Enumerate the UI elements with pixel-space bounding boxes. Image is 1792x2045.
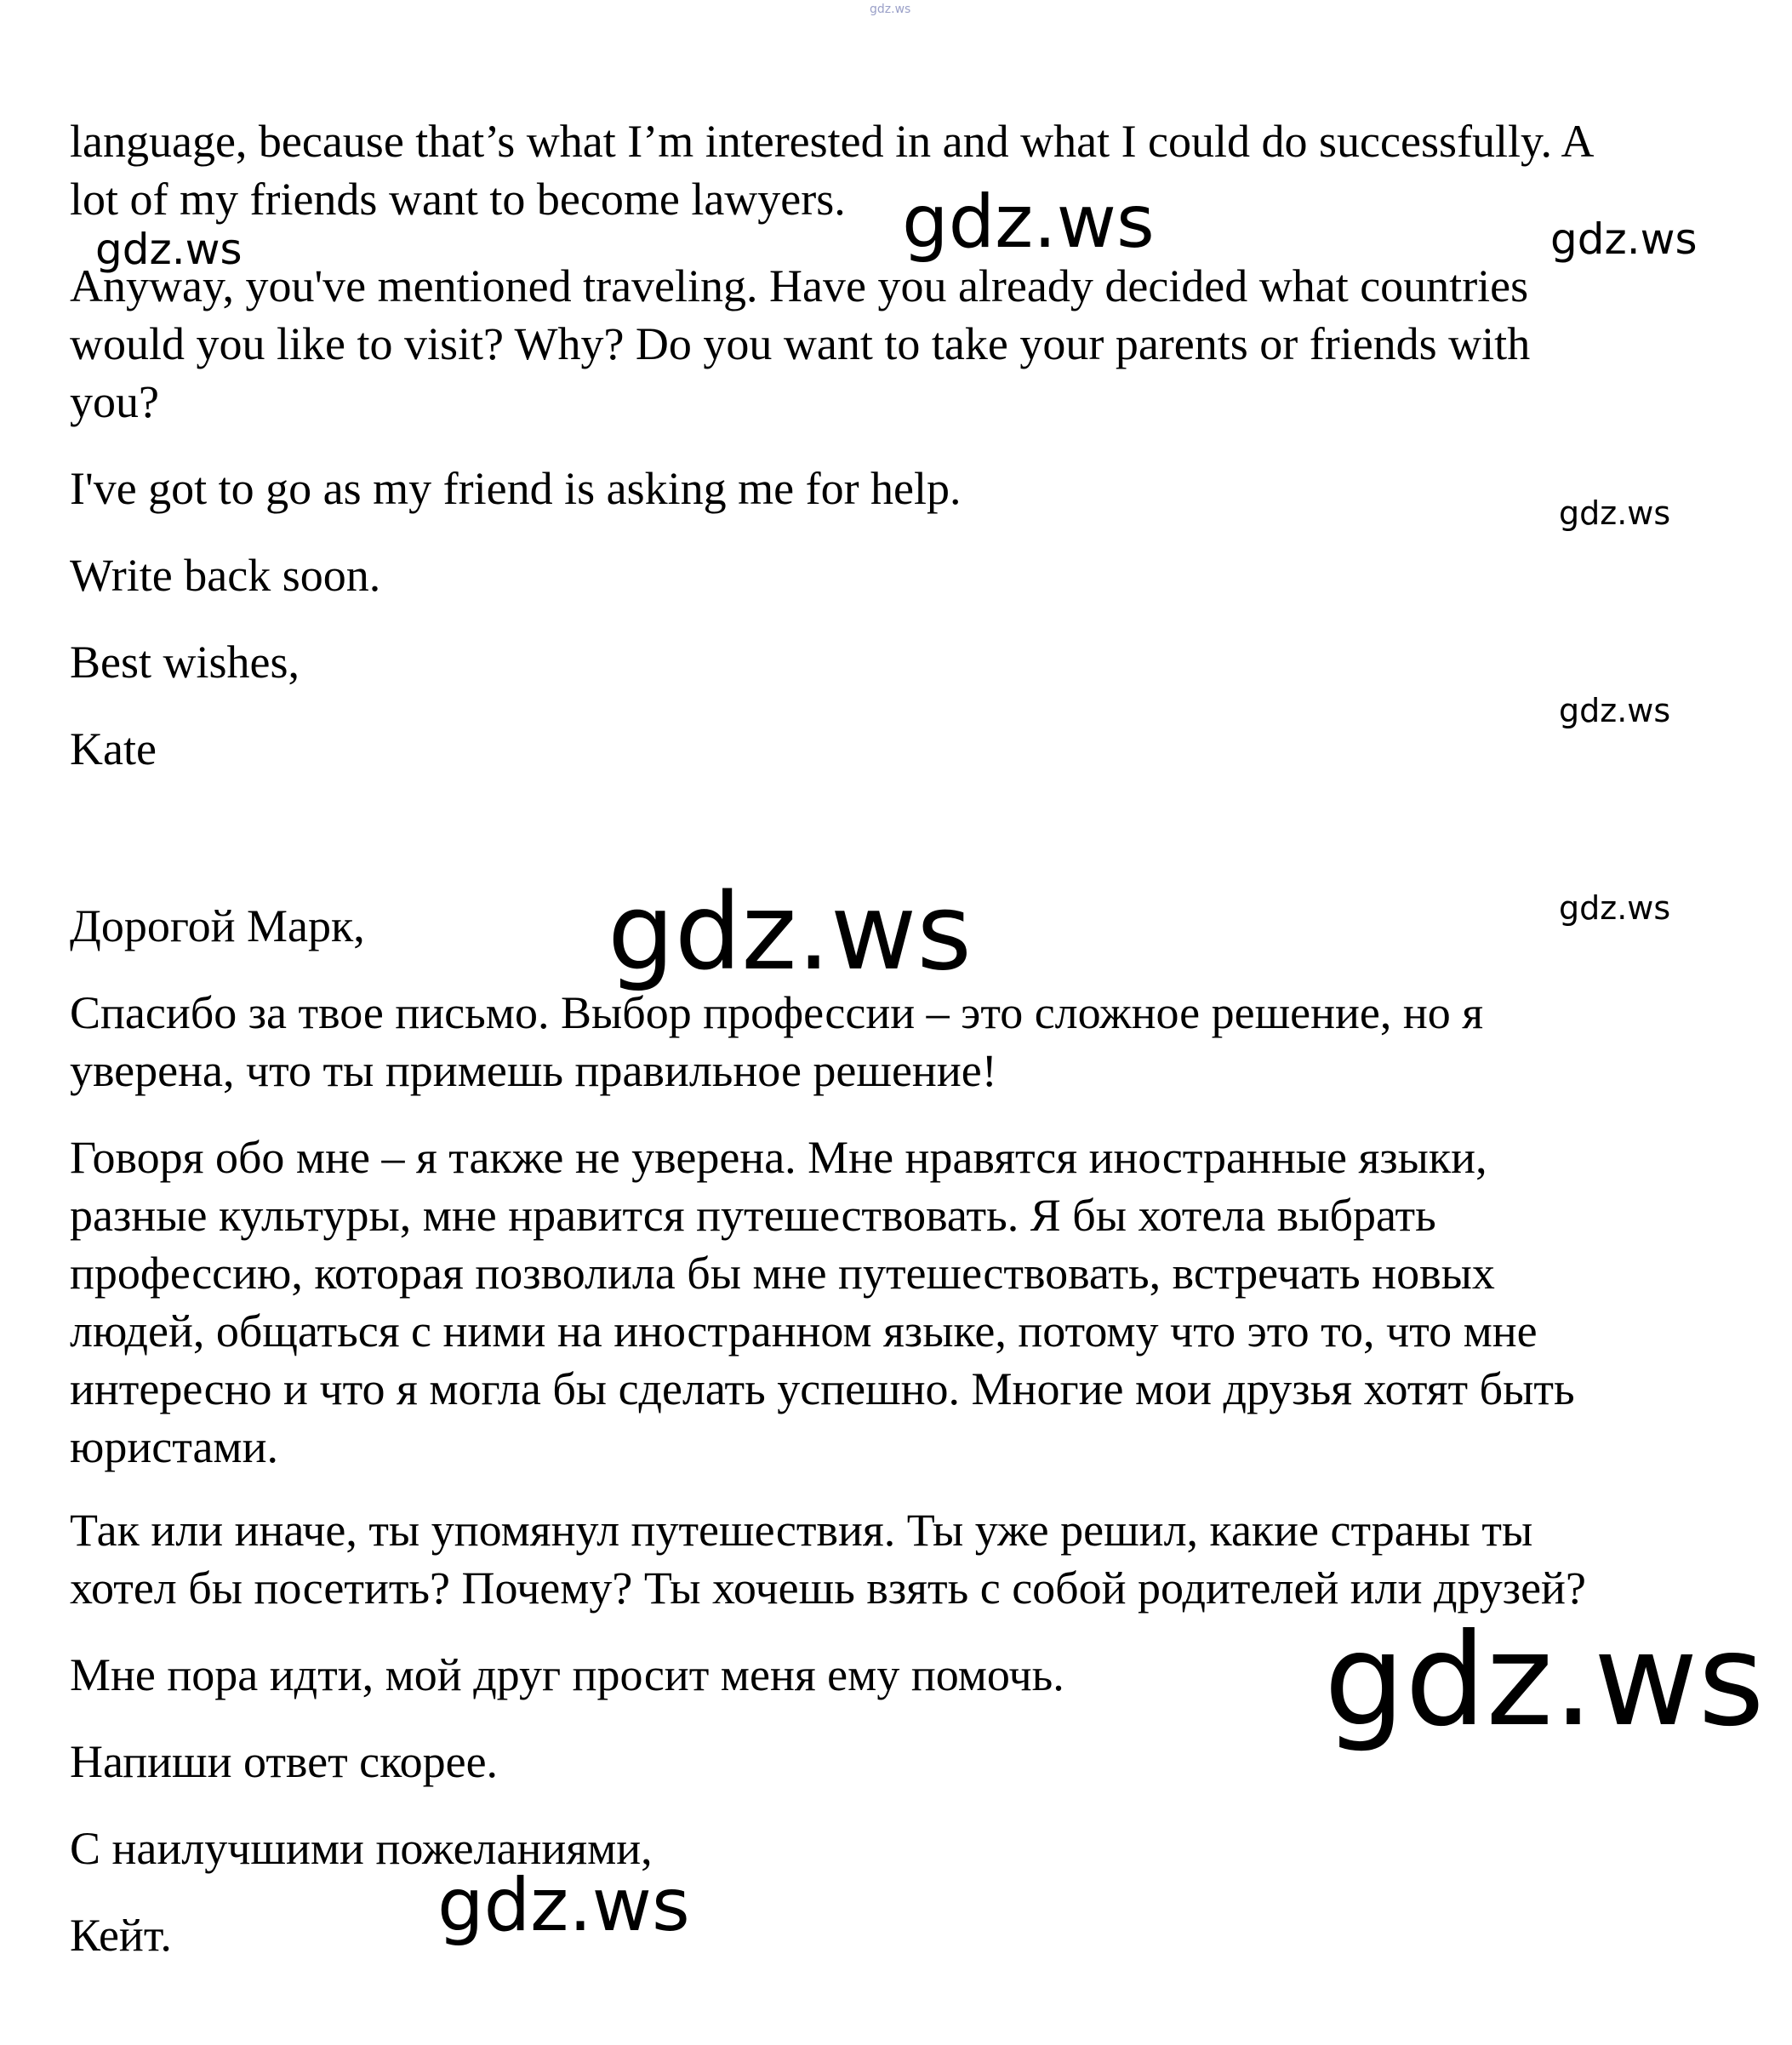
russian-signature: Кейт. [70,1910,172,1961]
watermark-middle-large: gdz.ws [608,871,972,994]
watermark-top-right: gdz.ws [1550,214,1698,264]
russian-paragraph-goodbye: Мне пора идти, мой друг просит меня ему помочь. [70,1649,1064,1700]
english-closing: Best wishes, [70,637,300,688]
watermark-right-2: gdz.ws [1559,692,1671,729]
english-paragraph-travel: Anyway, you've mentioned traveling. Have you already decided what countries would you like to visit? Why? Do you want to take your parents or friends with you? [70,260,1531,427]
english-paragraph-goodbye: I've got to go as my friend is asking me for help. [70,463,962,514]
russian-write-back: Напиши ответ скорее. [70,1736,499,1787]
russian-closing: С наилучшими пожеланиями, [70,1823,653,1874]
watermark-top-center: gdz.ws [902,180,1155,265]
watermark-right-3: gdz.ws [1559,889,1671,927]
english-signature: Kate [70,723,157,774]
english-write-back: Write back soon. [70,550,381,601]
watermark-bottom-right-large: gdz.ws [1324,1607,1765,1755]
watermark-bottom-left: gdz.ws [437,1863,690,1948]
russian-greeting: Дорогой Марк, [70,900,365,951]
watermark-right-1: gdz.ws [1559,494,1671,532]
russian-paragraph-thanks: Спасибо за твое письмо. Выбор профессии – это сложное решение, но я уверена, что ты примешь правильное решение! [70,987,1484,1096]
russian-paragraph-about-me: Говоря обо мне – я также не уверена. Мне нравятся иностранные языки, разные культуры, мне нравится путешествовать. Я бы хотела выбрать профессию, которая позволила бы мне путешествовать, встречать новых людей, общаться с ними на иностранном языке, потому что это то, что мне интересно и что я могла бы сделать успешно. Многие мои друзья хотят быть юристами. [70,1132,1575,1472]
russian-paragraph-travel: Так или иначе, ты упомянул путешествия. Ты уже решил, какие страны ты хотел бы посетить? Почему? Ты хочешь взять с собой родителей или друзей? [70,1505,1586,1614]
watermark-top-tiny: gdz.ws [870,3,911,16]
watermark-top-left: gdz.ws [95,225,243,274]
english-paragraph-career: language, because that’s what I’m interested in and what I could do successfully. A lot of my friends want to become lawyers. [70,116,1595,225]
